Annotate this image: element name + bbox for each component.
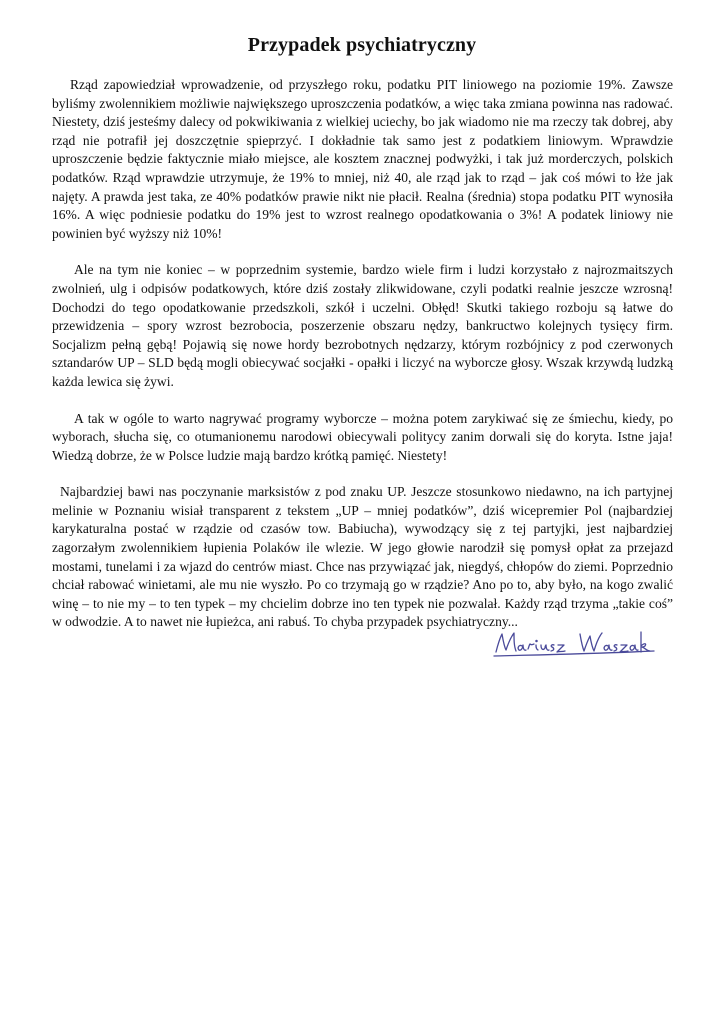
paragraph-4: Najbardziej bawi nas poczynanie marksistów z pod znaku UP. Jeszcze stosunkowo niedawno, na ich partyjnej melinie w Poznaniu wisiał transparent z tekstem „UP – mniej podatków”, dziś wicepremier Pol (najbardziej karykaturalna postać w rządzie od czasów tow. Babiucha), wywodzący się z tej partyjki, jest najbardziej zagorzałym zwolennikiem łupienia Polaków ile wlezie. W jego głowie narodził się pomysł opłat za przejazd mostami, tunelami i za wjazd do centrów miast. Chce nas przywiązać jak, niegdyś, chłopów do ziemi. Poprzednio chciał rabować winietami, ale mu nie wyszło. Po co trzymają go w rządzie? Ano po to, aby było, na kogo zwalić winę – to nie my – to ten typek – my chcielim dobrze ino ten typek nie pozwalał. Każdy rząd trzyma „takie coś” w odwodzie. A to nawet nie łupieżca, ani rabuś. To chyba przypadek psychiatryczny...	[52, 484, 673, 630]
handwritten-signature	[490, 624, 660, 664]
paragraph-3: A tak w ogóle to warto nagrywać programy wyborcze – można potem zarykiwać się ze śmiechu, kiedy, po wyborach, słucha się, co otumanionemu narodowi obiecywali politycy zanim dorwali się do koryta. Istne jaja! Wiedzą dobrze, że w Polsce ludzie mają bardzo krótką pamięć. Niestety!	[52, 410, 673, 463]
article-body	[52, 76, 673, 650]
document-title: Przypadek psychiatryczny	[247, 34, 477, 56]
paragraph-2: Ale na tym nie koniec – w poprzednim systemie, bardzo wiele firm i ludzi korzystało z najrozmaitszych zwolnień, ulg i odpisów podatkowych, które dziś zostały zlikwidowane, czyli podatki realnie jeszcze wzrosną! Dochodzi do tego opodatkowanie przedszkoli, szkół i uczelni. Obłęd! Skutki takiego rozboju są łatwe do przewidzenia – spory wzrost bezrobocia, poszerzenie obszaru nędzy, bankructwo kolejnych tysięcy firm. Socjalizm pełną gębą! Pojawią się nowe hordy bezrobotnych nędzarzy, którym rozbójnicy z pod czerwonych sztandarów UP – SLD będą mogli obiecywać socjałki - opałki i liczyć na wyborcze głosy. Wszak krzywdą ludzką każda lewica się żywi.	[52, 262, 673, 389]
paragraph-1: Rząd zapowiedział wprowadzenie, od przyszłego roku, podatku PIT liniowego na poziomie 19%. Zawsze byliśmy zwolennikiem możliwie największego uproszczenia podatków, a więc taka zmiana powinna nas radować. Niestety, dziś jesteśmy dalecy od pokwikiwania z wielkiej uciechy, bo jak wiadomo nie ma rzeczy tak dobrej, aby rząd nie potrafił jej doszczętnie spieprzyć. I dokładnie tak samo jest z podatkiem liniowym. Wprawdzie uproszczenie będzie faktycznie miało miejsce, ale kosztem znacznej podwyżki, i tak już morderczych, polskich podatków. Rząd wprawdzie utrzymuje, że 19% to mniej, niż 40, ale rząd jak to rząd – jak coś mówi to łże jak najęty. A prawda jest taka, ze 40% podatków prawie nikt nie płacił. Realna (średnia) stopa podatku PIT wynosiła 16%. A więc podniesie podatku do 19% jest to wzrost realnego opodatkowania o 3%! A podatek liniowy nie powinien być wyższy niż 10%!	[52, 77, 673, 241]
signature-image	[490, 624, 660, 664]
